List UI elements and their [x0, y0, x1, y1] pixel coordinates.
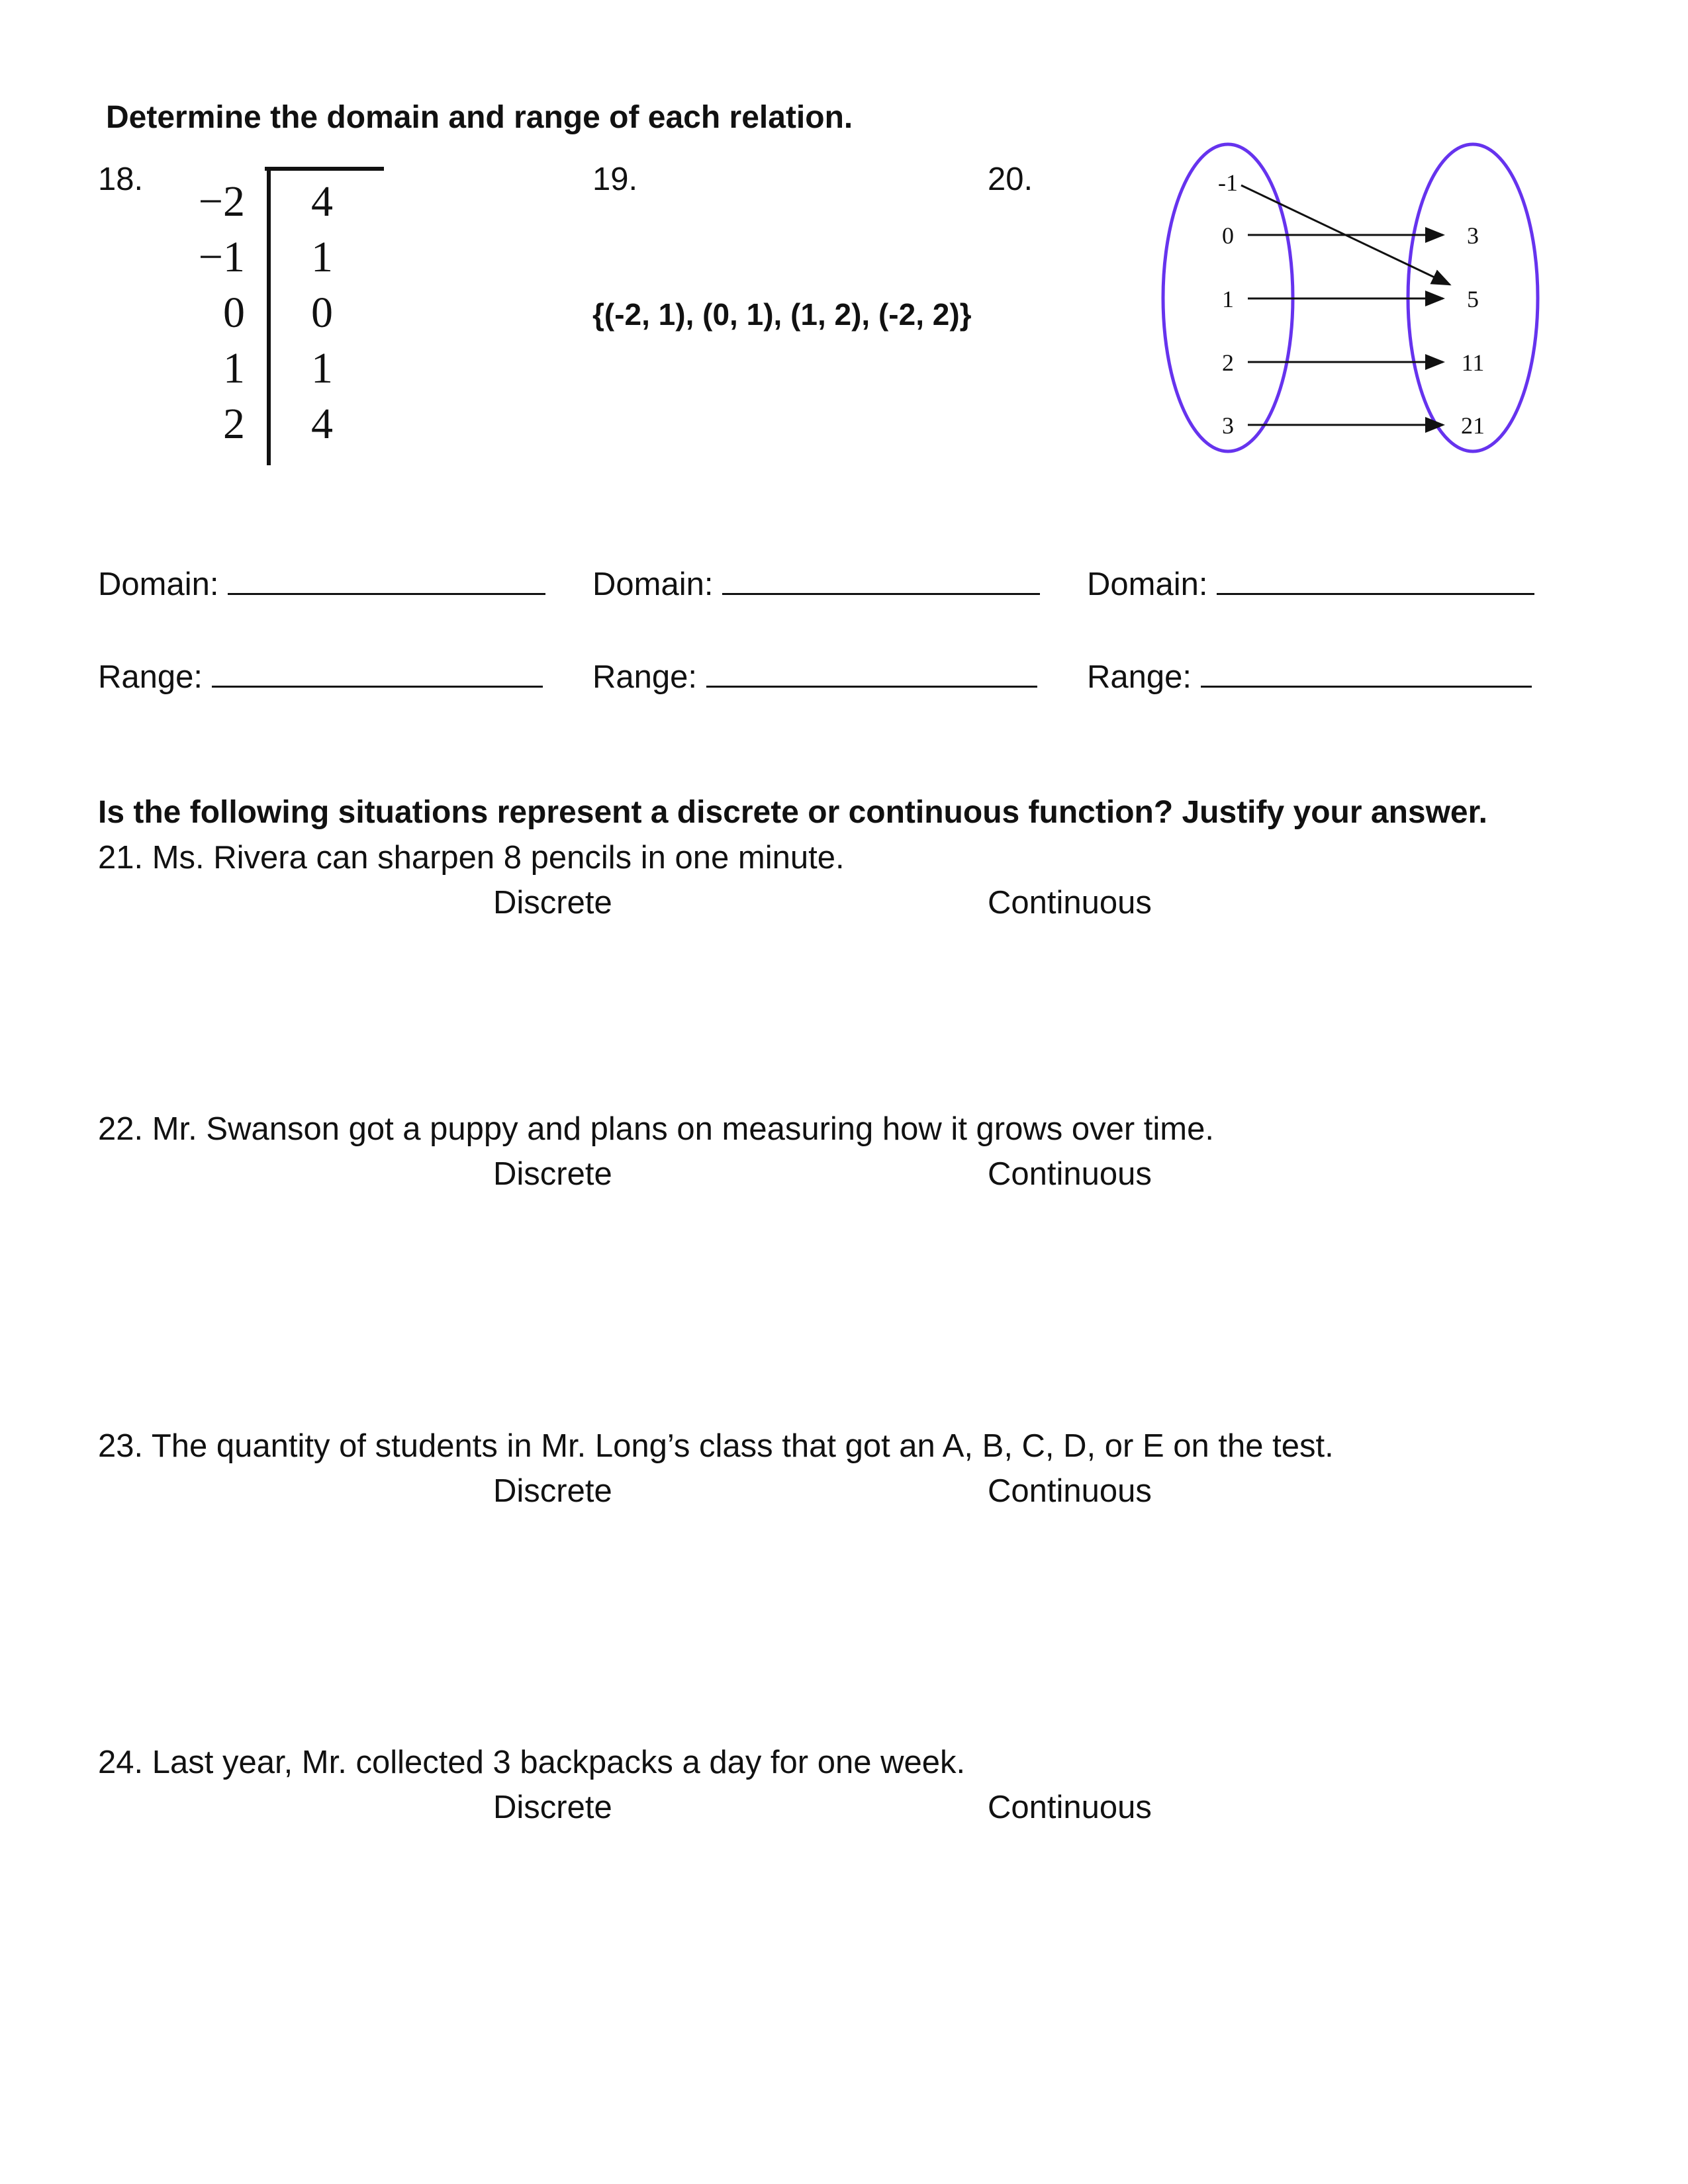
answer-blank[interactable] — [212, 659, 543, 688]
q18-range-answer[interactable] — [98, 659, 543, 696]
q19-range-answer[interactable] — [592, 659, 1037, 696]
q20-number: 20. — [988, 161, 1033, 197]
question-text: 21. Ms. Rivera can sharpen 8 pencils in one minute. — [98, 840, 845, 876]
question-text: 24. Last year, Mr. collected 3 backpacks a day for one week. — [98, 1745, 966, 1780]
q18-x-cell: 2 — [223, 400, 245, 448]
answer-blank[interactable] — [706, 659, 1037, 688]
range-label: Range: — [98, 659, 203, 695]
q18-x-cell: 1 — [223, 344, 245, 392]
q18-y-cell: 0 — [311, 289, 333, 337]
question-text: 23. The quantity of students in Mr. Long’s class that got an A, B, C, D, or E on the test. — [98, 1428, 1334, 1464]
domain-value: -1 — [1218, 169, 1238, 196]
q20-mapping-diagram — [1152, 132, 1549, 463]
q19-set: {(-2, 1), (0, 1), (1, 2), (-2, 2)} — [592, 297, 972, 332]
q18-y-cell: 4 — [311, 177, 333, 226]
q18-x-cell: −2 — [198, 177, 245, 226]
continuous-option[interactable]: Continuous — [988, 1790, 1152, 1825]
discrete-option[interactable]: Discrete — [493, 1473, 612, 1509]
discrete-option[interactable]: Discrete — [493, 1156, 612, 1192]
range-value: 5 — [1467, 286, 1479, 312]
domain-value: 1 — [1222, 286, 1234, 312]
range-value: 21 — [1461, 412, 1485, 439]
continuous-option[interactable]: Continuous — [988, 885, 1152, 921]
continuous-option[interactable]: Continuous — [988, 1473, 1152, 1509]
q18-y-cell: 1 — [311, 344, 333, 392]
q18-x-cell: 0 — [223, 289, 245, 337]
domain-value: 3 — [1222, 412, 1234, 439]
answer-blank[interactable] — [722, 567, 1040, 595]
domain-label: Domain: — [98, 567, 219, 602]
discrete-option[interactable]: Discrete — [493, 1790, 612, 1825]
domain-value: 0 — [1222, 222, 1234, 249]
continuous-option[interactable]: Continuous — [988, 1156, 1152, 1192]
q18-domain-answer[interactable] — [98, 566, 545, 603]
question-text: 22. Mr. Swanson got a puppy and plans on measuring how it grows over time. — [98, 1111, 1214, 1147]
range-label: Range: — [592, 659, 698, 695]
domain-label: Domain: — [592, 567, 714, 602]
discrete-option[interactable]: Discrete — [493, 885, 612, 921]
answer-blank[interactable] — [1217, 567, 1534, 595]
q18-x-cell: −1 — [198, 233, 245, 281]
range-value: 3 — [1467, 222, 1479, 249]
section2-heading: Is the following situations represent a discrete or continuous function? Justify your answer. — [98, 795, 1487, 830]
answer-blank[interactable] — [1201, 659, 1532, 688]
q19-number: 19. — [592, 161, 638, 197]
domain-value: 2 — [1222, 349, 1234, 376]
q20-range-answer[interactable] — [1087, 659, 1532, 696]
q20-domain-answer[interactable] — [1087, 566, 1534, 603]
section1-heading: Determine the domain and range of each relation. — [106, 100, 853, 135]
answer-blank[interactable] — [228, 567, 545, 595]
q19-domain-answer[interactable] — [592, 566, 1040, 603]
q18-y-cell: 4 — [311, 400, 333, 448]
range-label: Range: — [1087, 659, 1192, 695]
q18-number: 18. — [98, 161, 144, 197]
domain-label: Domain: — [1087, 567, 1208, 602]
range-value: 11 — [1461, 349, 1485, 376]
q18-y-cell: 1 — [311, 233, 333, 281]
q18-table — [172, 162, 397, 467]
